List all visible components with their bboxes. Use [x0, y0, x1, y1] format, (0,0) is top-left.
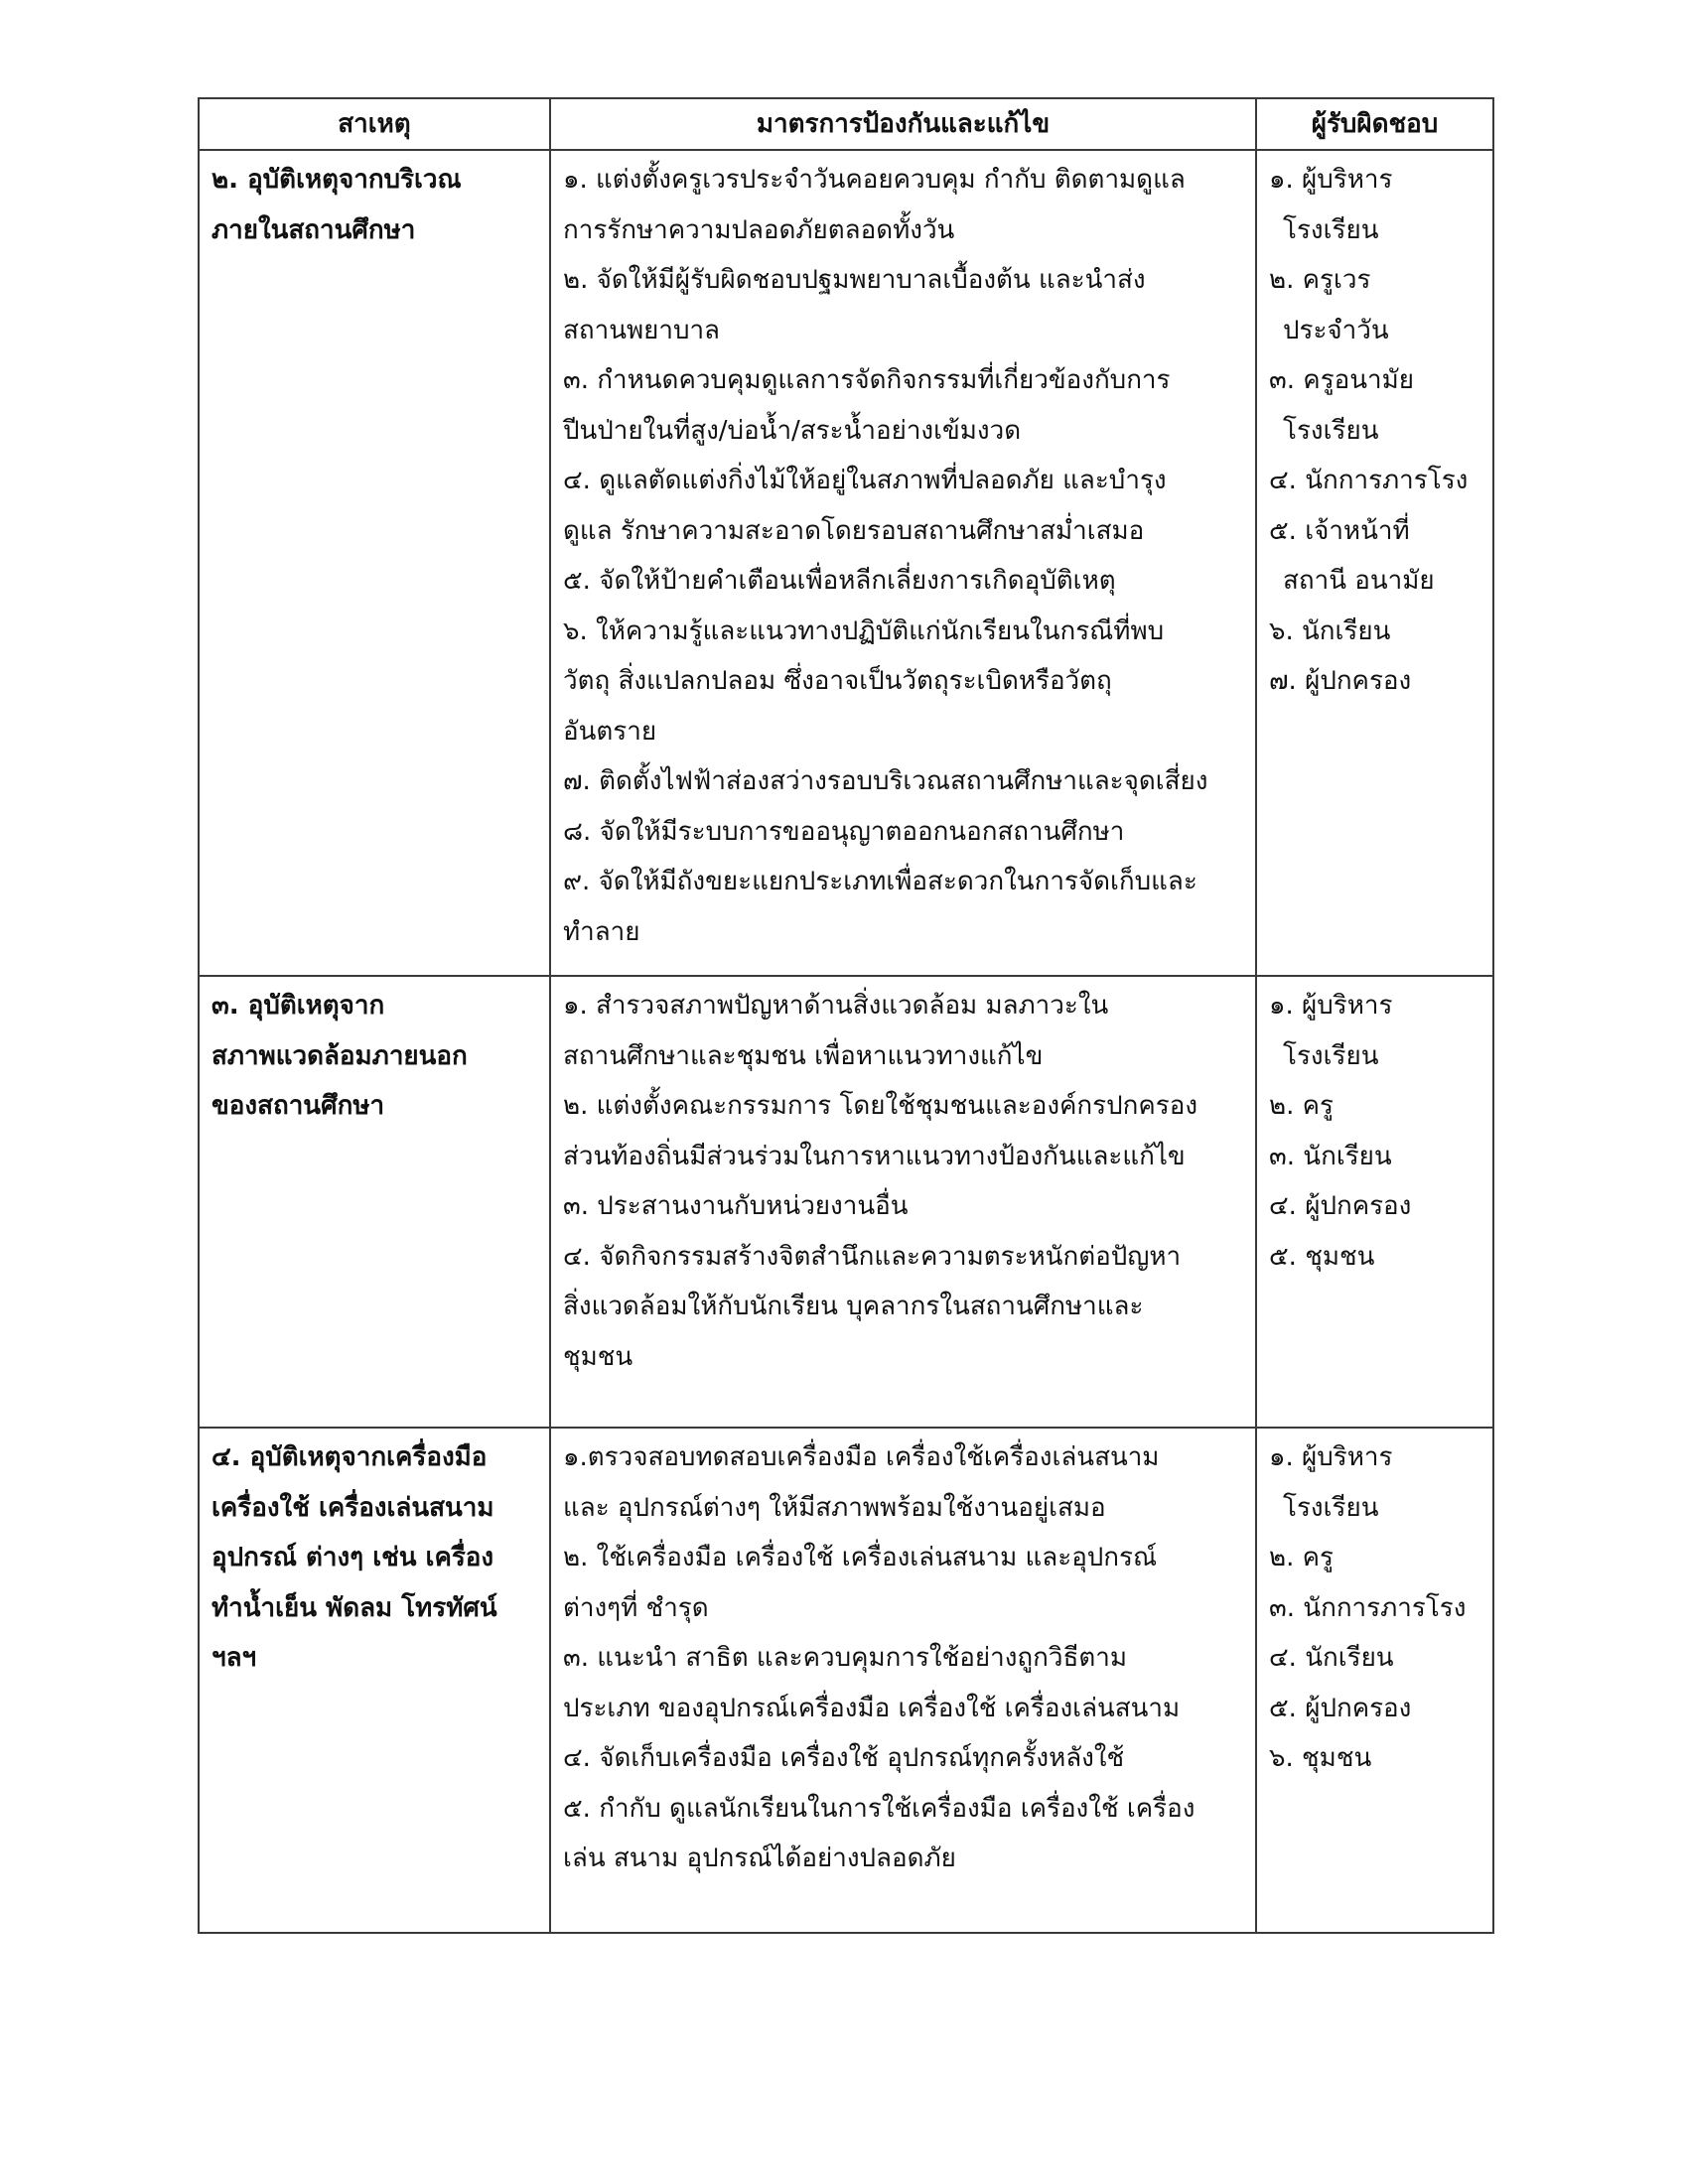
measure-line: ดูแล รักษาความสะอาดโดยรอบสถานศึกษาสม่ำเสมอ — [563, 515, 1145, 546]
measure-line: ต่างๆที่ ชำรุด — [563, 1592, 709, 1623]
responsible-line: ๖. นักเรียน — [1269, 615, 1391, 646]
measure-line: ทำลาย — [563, 916, 640, 947]
measure-line: และ อุปกรณ์ต่างๆ ให้มีสภาพพร้อมใช้งานอยู่เสมอ — [563, 1492, 1106, 1523]
cause-line: ๒. อุบัติเหตุจากบริเวณ — [211, 165, 462, 195]
measure-line: สถานพยาบาล — [563, 315, 720, 345]
measure-line: ๑. สำรวจสภาพปัญหาด้านสิ่งแวดล้อม มลภาวะใน — [563, 991, 1109, 1021]
measure-line: สิ่งแวดล้อมให้กับนักเรียน บุคลากรในสถานศึกษาและ — [563, 1292, 1144, 1321]
measure-line: วัตถุ สิ่งแปลกปลอม ซึ่งอาจเป็นวัตถุระเบิดหรือวัตถุ — [563, 666, 1112, 696]
responsible-line: ๑. ผู้บริหาร — [1269, 165, 1393, 195]
cause-cell — [199, 976, 550, 1428]
measure-line: ๒. จัดให้มีผู้รับผิดชอบปฐมพยาบาลเบื้องต้น และนำส่ง — [563, 265, 1146, 295]
cause-cell — [199, 1428, 550, 1933]
measure-line: ๕. กำกับ ดูแลนักเรียนในการใช้เครื่องมือ เครื่องใช้ เครื่อง — [563, 1793, 1196, 1824]
measure-line: ๔. ดูแลตัดแต่งกิ่งไม้ให้อยู่ในสภาพที่ปลอดภัย และบำรุง — [563, 466, 1167, 495]
cause-line: ทำน้ำเย็น พัดลม โทรทัศน์ — [211, 1592, 497, 1623]
responsible-line: สถานี อนามัย — [1283, 566, 1435, 596]
cause-line: สภาพแวดล้อมภายนอก — [211, 1040, 468, 1071]
responsible-line: ๒. ครูเวร — [1269, 265, 1371, 295]
measure-line: ประเภท ของอุปกรณ์เครื่องมือ เครื่องใช้ เครื่องเล่นสนาม — [563, 1693, 1181, 1723]
responsible-line: ๗. ผู้ปกครอง — [1269, 666, 1412, 696]
responsible-cell — [1256, 150, 1493, 976]
measure-line: ๖. ให้ความรู้และแนวทางปฏิบัติแก่นักเรียนในกรณีที่พบ — [563, 615, 1165, 646]
measure-line: ๙. จัดให้มีถังขยะแยกประเภทเพื่อสะดวกในการจัดเก็บและ — [563, 867, 1197, 896]
cause-line: เครื่องใช้ เครื่องเล่นสนาม — [211, 1492, 494, 1523]
measure-line: ๕. จัดให้ป้ายคำเตือนเพื่อหลีกเลี่ยงการเกิดอุบัติเหตุ — [563, 566, 1116, 596]
measure-line: ๒. แต่งตั้งคณะกรรมการ โดยใช้ชุมชนและองค์กรปกครอง — [563, 1091, 1198, 1121]
cause-line: อุปกรณ์ ต่างๆ เช่น เครื่อง — [211, 1543, 494, 1572]
header-cause: สาเหตุ — [199, 98, 550, 150]
document-page — [198, 97, 1492, 1934]
measure-line: อันตราย — [563, 716, 657, 747]
responsible-line: ๑. ผู้บริหาร — [1269, 991, 1393, 1021]
cause-line: ๓. อุบัติเหตุจาก — [211, 991, 385, 1021]
responsible-line: ๕. ผู้ปกครอง — [1269, 1693, 1412, 1723]
measure-line: ๓. ประสานงานกับหน่วยงานอื่น — [563, 1191, 909, 1221]
responsible-line: ๒. ครู — [1269, 1091, 1335, 1121]
responsible-cell — [1256, 1428, 1493, 1933]
cause-line: ๔. อุบัติเหตุจากเครื่องมือ — [211, 1442, 488, 1472]
measure-line: ชุมชน — [563, 1341, 633, 1372]
table-header-row — [199, 98, 1493, 150]
measure-line: ๒. ใช้เครื่องมือ เครื่องใช้ เครื่องเล่นสนาม และอุปกรณ์ — [563, 1543, 1158, 1572]
responsible-line: ๕. เจ้าหน้าที่ — [1269, 515, 1410, 546]
measure-line: ๑. แต่งตั้งครูเวรประจำวันคอยควบคุม กำกับ ติดตามดูแล — [563, 165, 1186, 195]
cause-line: ฯลฯ — [211, 1643, 257, 1673]
responsible-line: ๓. ครูอนามัย — [1269, 365, 1415, 395]
table-row — [199, 976, 1493, 1428]
responsible-cell — [1256, 976, 1493, 1428]
responsible-line: ๔. นักเรียน — [1269, 1643, 1394, 1673]
measure-line: ๗. ติดตั้งไฟฟ้าส่องสว่างรอบบริเวณสถานศึกษาและจุดเสี่ยง — [563, 766, 1208, 796]
responsible-line: ๕. ชุมชน — [1269, 1241, 1375, 1272]
table-row — [199, 1428, 1493, 1933]
responsible-line: โรงเรียน — [1283, 214, 1379, 245]
measure-line: ปีนป่ายในที่สูง/บ่อน้ำ/สระน้ำอย่างเข้มงวด — [563, 415, 1022, 446]
measure-line: ๔. จัดเก็บเครื่องมือ เครื่องใช้ อุปกรณ์ทุกครั้งหลังใช้ — [563, 1743, 1125, 1773]
measure-line: ๑.ตรวจสอบทดสอบเครื่องมือ เครื่องใช้เครื่องเล่นสนาม — [563, 1442, 1160, 1472]
measure-line: ๓. กำหนดควบคุมดูแลการจัดกิจกรรมที่เกี่ยวข้องกับการ — [563, 365, 1171, 395]
responsible-line: โรงเรียน — [1283, 1492, 1379, 1523]
header-measures: มาตรการป้องกันและแก้ไข — [550, 98, 1256, 150]
responsible-line: ๑. ผู้บริหาร — [1269, 1442, 1393, 1472]
cause-line: ของสถานศึกษา — [211, 1091, 385, 1121]
measure-line: เล่น สนาม อุปกรณ์ได้อย่างปลอดภัย — [563, 1843, 956, 1873]
measure-line: สถานศึกษาและชุมชน เพื่อหาแนวทางแก้ไข — [563, 1040, 1044, 1071]
measures-cell — [550, 150, 1256, 976]
responsible-line: ๔. ผู้ปกครอง — [1269, 1191, 1412, 1221]
safety-measures-table — [198, 97, 1494, 1934]
responsible-line: ๖. ชุมชน — [1269, 1743, 1372, 1773]
responsible-line: โรงเรียน — [1283, 415, 1379, 446]
responsible-line: ๓. นักเรียน — [1269, 1141, 1392, 1171]
cause-line: ภายในสถานศึกษา — [211, 214, 416, 245]
measure-line: ส่วนท้องถิ่นมีส่วนร่วมในการหาแนวทางป้องกันและแก้ไข — [563, 1141, 1186, 1171]
header-responsible: ผู้รับผิดชอบ — [1256, 98, 1493, 150]
measure-line: การรักษาความปลอดภัยตลอดทั้งวัน — [563, 214, 955, 245]
measure-line: ๓. แนะนำ สาธิต และควบคุมการใช้อย่างถูกวิธีตาม — [563, 1643, 1127, 1673]
responsible-line: โรงเรียน — [1283, 1040, 1379, 1071]
responsible-line: ๔. นักการภารโรง — [1269, 466, 1469, 495]
measure-line: ๘. จัดให้มีระบบการขออนุญาตออกนอกสถานศึกษา — [563, 816, 1125, 847]
table-row — [199, 150, 1493, 976]
cause-cell — [199, 150, 550, 976]
responsible-line: ๒. ครู — [1269, 1543, 1335, 1572]
measures-cell — [550, 976, 1256, 1428]
measures-cell — [550, 1428, 1256, 1933]
responsible-line: ๓. นักการภารโรง — [1269, 1592, 1467, 1623]
measure-line: ๔. จัดกิจกรรมสร้างจิตสำนึกและความตระหนักต่อปัญหา — [563, 1241, 1182, 1272]
responsible-line: ประจำวัน — [1283, 315, 1389, 345]
